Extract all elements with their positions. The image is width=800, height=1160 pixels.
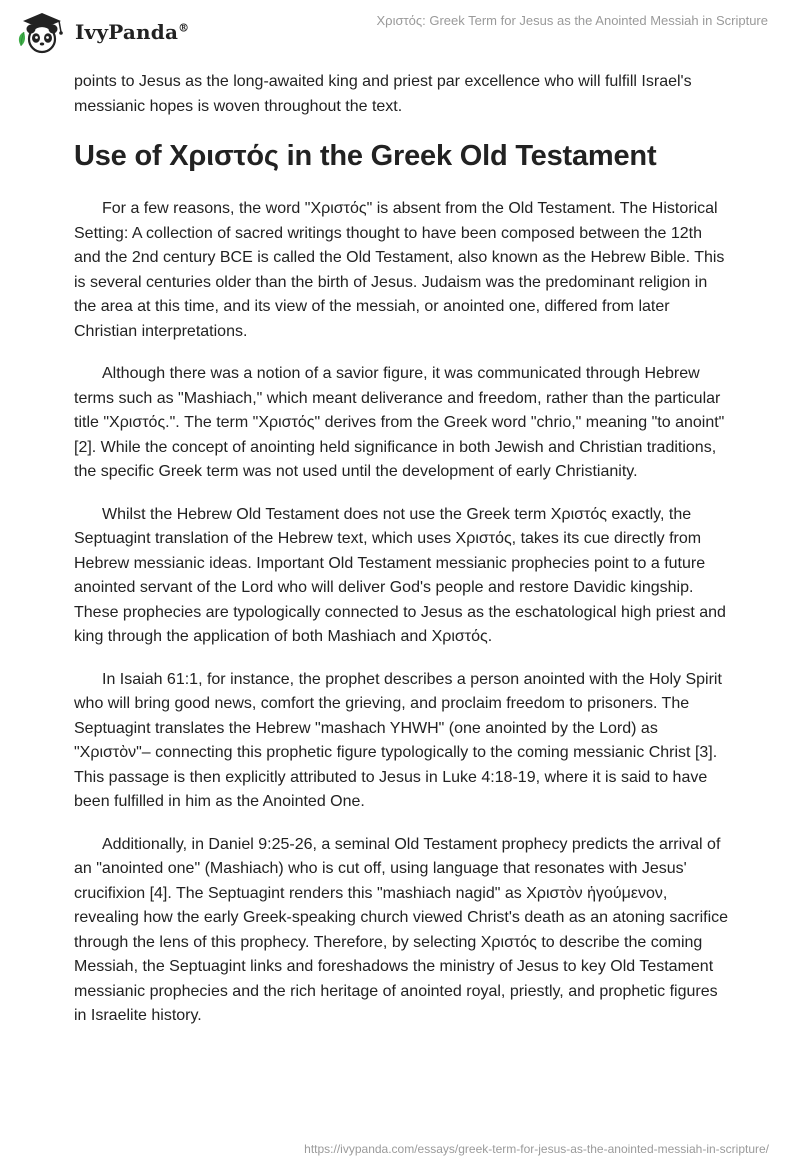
intro-paragraph: points to Jesus as the long-awaited king and priest par excellence who will fulfill Israel's messianic hopes is woven throughout the text. <box>74 73 692 115</box>
body-paragraph: Although there was a notion of a savior figure, it was communicated through Hebrew terms such as "Mashiach," which meant deliverance and freedom, rather than the particular title "Χριστός.". The term "Χριστός" derives from the Greek word "chrio," meaning "to anoint" [2]. While the concept of anointing held significance in both Jewish and Christian traditions, the specific Greek term was not used until the development of early Christianity. <box>74 365 725 480</box>
brand-name: IvyPanda® <box>75 20 190 44</box>
body-paragraph: In Isaiah 61:1, for instance, the prophet describes a person anointed with the Holy Spirit who will bring good news, comfort the grieving, and proclaim freedom to prisoners. The Septuagint translates the Hebrew "mashach YHWH" (one anointed by the Lord) as "Χριστὸν"– connecting this prophetic figure typologically to the coming messianic Christ [3]. This passage is then explicitly attributed to Jesus in Luke 4:18-19, where it is said to have been fulfilled in him as the Anointed One. <box>74 670 722 810</box>
panda-graduation-icon <box>15 10 69 54</box>
section-heading: Use of Χριστός in the Greek Old Testament <box>74 140 657 172</box>
essay-content <box>74 70 730 1047</box>
page-header <box>0 0 800 62</box>
body-paragraph: Additionally, in Daniel 9:25-26, a seminal Old Testament prophecy predicts the arrival of an "anointed one" (Mashiach) who is cut off, using language that resonates with Jesus' crucifixion [4]. The Septuagint renders this "mashiach nagid" as Χριστὸν ἡγούμενον, revealing how the early Greek-speaking church viewed Christ's death as an atoning sacrifice through the lens of this prophecy. Therefore, by selecting Χριστός to describe the coming Messiah, the Septuagint links and foreshadows the ministry of Jesus to key Old Testament messianic prophecies and the rich heritage of anointed royal, priestly, and prophetic figures in Israelite history. <box>74 835 729 1024</box>
source-url[interactable]: https://ivypanda.com/essays/greek-term-for-jesus-as-the-anointed-messiah-in-scripture/ <box>304 1142 769 1156</box>
body-paragraph: Whilst the Hebrew Old Testament does not use the Greek term Χριστός exactly, the Septuagint translation of the Hebrew text, which uses Χριστός, takes its cue directly from Hebrew messianic ideas. Important Old Testament messianic prophecies point to a future anointed servant of the Lord who will deliver God's people and restore Davidic kingship. These prophecies are typologically connected to Jesus as the eschatological high priest and king through the application of both Mashiach and Χριστός. <box>74 505 726 645</box>
document-title: Χριστός: Greek Term for Jesus as the Anointed Messiah in Scripture <box>376 13 768 28</box>
ivypanda-logo[interactable] <box>15 10 189 54</box>
body-paragraph: For a few reasons, the word "Χριστός" is absent from the Old Testament. The Historical Setting: A collection of sacred writings thought to have been composed between the 12th and the 2nd century BCE is called the Old Testament, also known as the Hebrew Bible. This is several centuries older than the birth of Jesus. Judaism was the predominant religion in the area at this time, and its view of the messiah, or anointed one, differed from later Christian interpretations. <box>74 200 725 340</box>
